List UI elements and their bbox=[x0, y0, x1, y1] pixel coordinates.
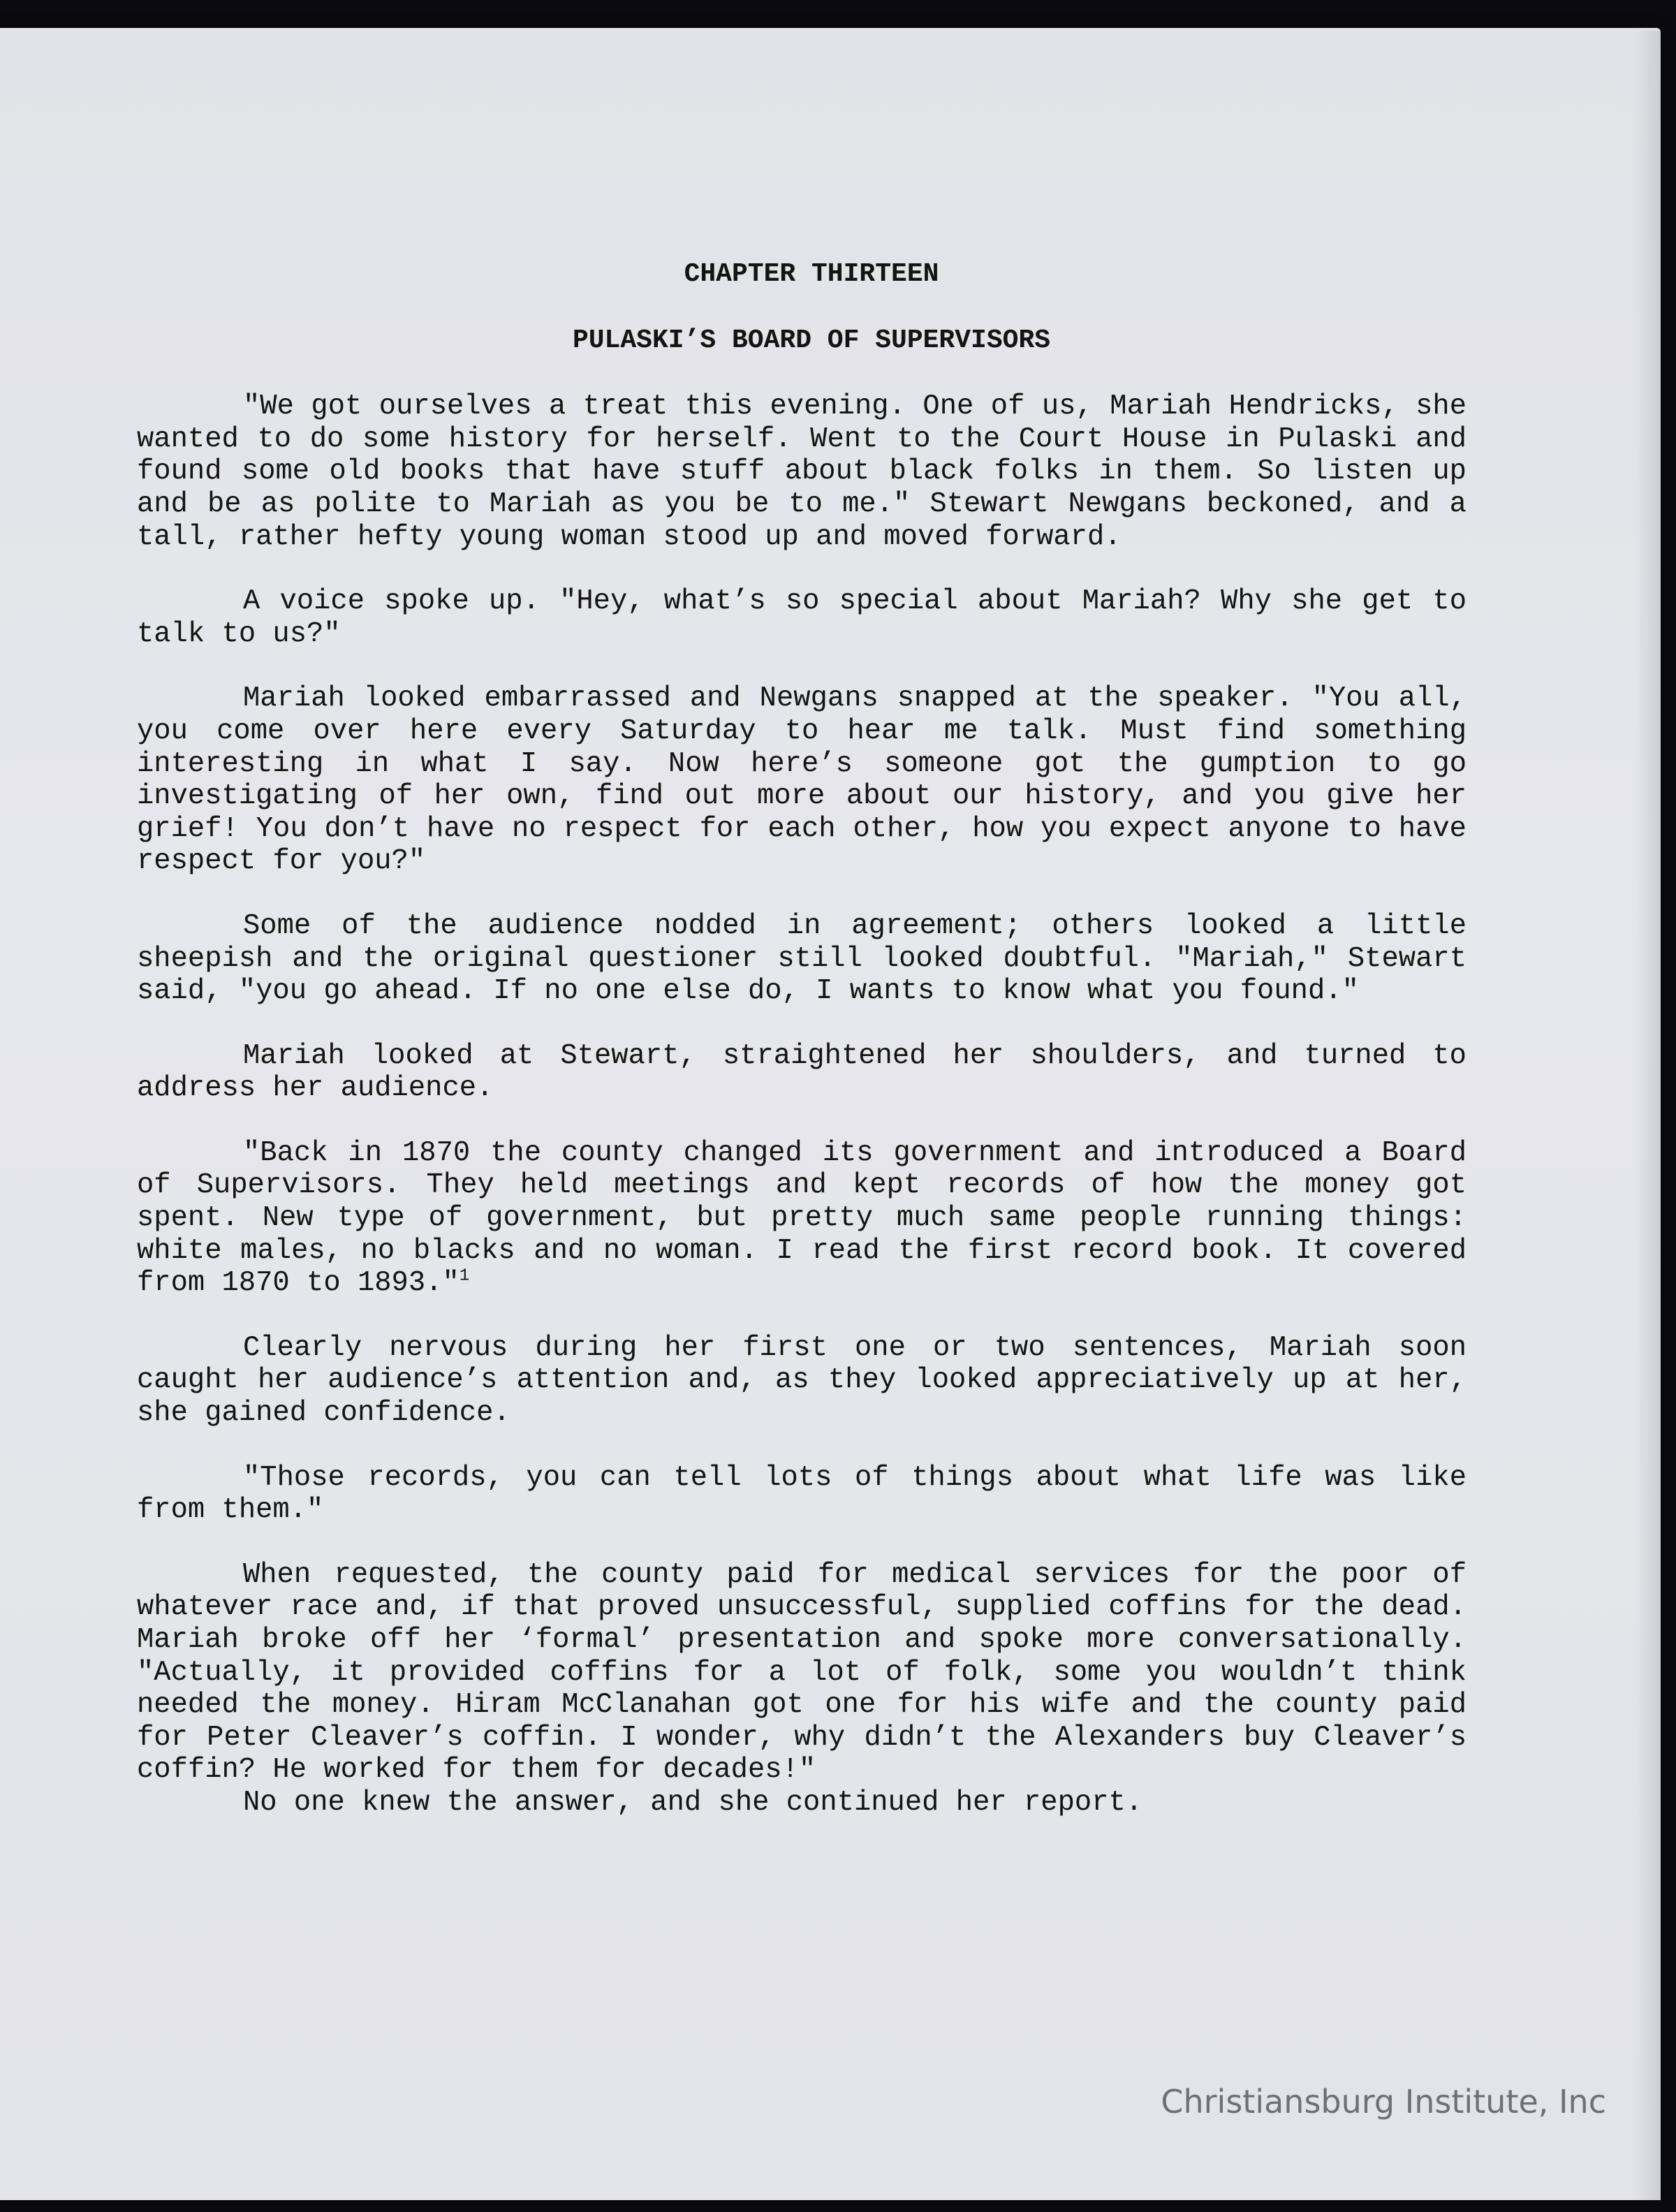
paragraph: "Those records, you can tell lots of things about what life was like from them." bbox=[137, 1461, 1466, 1527]
paragraph: When requested, the county paid for medical services for the poor of whatever race and, if that proved unsuccessful, supplied coffins for the dead. Mariah broke off her ‘formal’ presentation and spoke more conversationally. "Actually, it provided coffins for a lot of folk, some you wouldn’t think needed the money. Hiram McClanahan got one for his wife and the county paid for Peter Cleaver’s coffin. I wonder, why didn’t the Alexanders buy Cleaver’s coffin? He worked for them for decades!" bbox=[137, 1558, 1466, 1787]
page-content bbox=[137, 258, 1466, 1852]
paragraph: No one knew the answer, and she continued her report. bbox=[243, 1786, 1143, 1819]
chapter-subtitle: PULASKI’S BOARD OF SUPERVISORS bbox=[572, 325, 1051, 356]
paragraph-text: "Back in 1870 the county changed its government and introduced a Board of Supervisors. They held meetings and kept records of how the money got spent. New type of government, but pretty much same people running things: white males, no blacks and no woman. I read the first record book. It covered from 1870 to 1893." bbox=[137, 1136, 1466, 1300]
paragraph-with-footnote bbox=[137, 1137, 1466, 1300]
chapter-title: CHAPTER THIRTEEN bbox=[684, 259, 939, 289]
paragraph: Mariah looked at Stewart, straightened her shoulders, and turned to address her audience. bbox=[137, 1039, 1466, 1105]
watermark: Christiansburg Institute, Inc bbox=[1161, 2083, 1606, 2121]
page-edge-shadow bbox=[1634, 31, 1661, 2200]
paragraph: "We got ourselves a treat this evening. One of us, Mariah Hendricks, she wanted to do some history for herself. Went to the Court House in Pulaski and found some old books that have stuff about black folks in them. So listen up and be as polite to Mariah as you be to me." Stewart Newgans beckoned, and a tall, rather hefty young woman stood up and moved forward. bbox=[137, 390, 1466, 553]
paragraph: Clearly nervous during her first one or two sentences, Mariah soon caught her audience’s attention and, as they looked appreciatively up at her, she gained confidence. bbox=[137, 1331, 1466, 1430]
paragraph: Some of the audience nodded in agreement; others looked a little sheepish and the original questioner still looked doubtful. "Mariah," Stewart said, "you go ahead. If no one else do, I wants to know what you found." bbox=[137, 909, 1466, 1008]
paragraph: A voice spoke up. "Hey, what’s so special about Mariah? Why she get to talk to us?" bbox=[137, 585, 1466, 650]
paragraph: Mariah looked embarrassed and Newgans snapped at the speaker. "You all, you come over here every Saturday to hear me talk. Must find something interesting in what I say. Now here’s someone got the gumption to go investigating of her own, find out more about our history, and you give her grief! You don’t have no respect for each other, how you expect anyone to have respect for you?" bbox=[137, 682, 1466, 878]
footnote-marker: 1 bbox=[459, 1266, 470, 1286]
